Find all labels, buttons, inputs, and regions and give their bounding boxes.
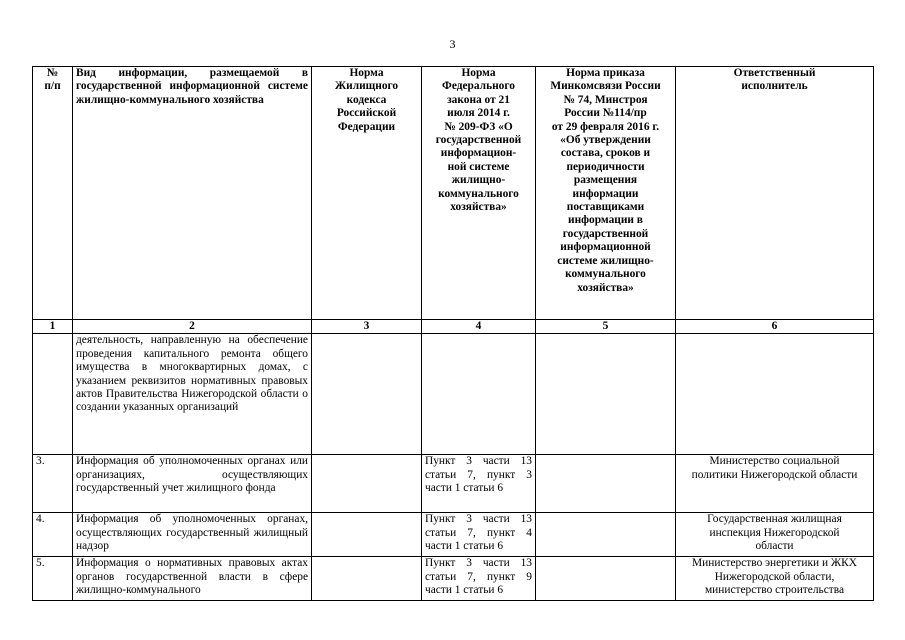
row-federal-law: Пункт 3 части 13 статьи 7, пункт 3 части 1 статьи 6 — [422, 455, 536, 513]
header-federal-law: Норма Федерального закона от 21 июля 2014 г. № 209-ФЗ «О государственной информацион- ной системе жилищно- коммунального хозяйства» — [422, 67, 536, 320]
table-row — [33, 513, 874, 557]
row-housing-code — [312, 334, 422, 455]
row-order — [536, 557, 676, 601]
header-num: № п/п — [33, 67, 73, 320]
table-header-row — [33, 67, 874, 320]
row-description: Информация о нормативных правовых актах органов государственной власти в сфере жилищно-коммунального — [73, 557, 312, 601]
row-num: 3. — [33, 455, 73, 513]
column-number: 2 — [73, 320, 312, 334]
information-table — [32, 66, 874, 601]
row-num — [33, 334, 73, 455]
table-row — [33, 557, 874, 601]
row-responsible: Государственная жилищная инспекция Нижегородской области — [676, 513, 874, 557]
header-housing-code: Норма Жилищного кодекса Российской Федерации — [312, 67, 422, 320]
column-number: 5 — [536, 320, 676, 334]
row-description: Информация об уполномоченных органах, осуществляющих государственный жилищный надзор — [73, 513, 312, 557]
row-order — [536, 455, 676, 513]
column-number: 1 — [33, 320, 73, 334]
row-responsible — [676, 334, 874, 455]
row-order — [536, 513, 676, 557]
row-responsible: Министерство энергетики и ЖКХ Нижегородской области, министерство строительства — [676, 557, 874, 601]
row-housing-code — [312, 557, 422, 601]
row-description: Информация об уполномоченных органах или организациях, осуществляющих государственный учет жилищного фонда — [73, 455, 312, 513]
column-number: 6 — [676, 320, 874, 334]
row-federal-law — [422, 334, 536, 455]
table-row — [33, 455, 874, 513]
row-description: деятельность, направленную на обеспечение проведения капитального ремонта общего имущества в многоквартирных домах, с указанием реквизитов нормативных правовых актов Правительства Нижегородской области о создании указанных организаций — [73, 334, 312, 455]
row-num: 5. — [33, 557, 73, 601]
row-order — [536, 334, 676, 455]
row-housing-code — [312, 513, 422, 557]
header-responsible: Ответственный исполнитель — [676, 67, 874, 320]
table-row — [33, 334, 874, 455]
page-number: 3 — [449, 37, 456, 51]
row-federal-law: Пункт 3 части 13 статьи 7, пункт 4 части 1 статьи 6 — [422, 513, 536, 557]
row-responsible: Министерство социальной политики Нижегородской области — [676, 455, 874, 513]
column-number: 3 — [312, 320, 422, 334]
header-description: Вид информации, размещаемой в государственной информационной системе жилищно-коммунального хозяйства — [73, 67, 312, 320]
row-num: 4. — [33, 513, 73, 557]
row-housing-code — [312, 455, 422, 513]
row-federal-law: Пункт 3 части 13 статьи 7, пункт 9 части 1 статьи 6 — [422, 557, 536, 601]
column-number-row — [33, 320, 874, 334]
header-order: Норма приказа Минкомсвязи России № 74, Минстроя России №114/пр от 29 февраля 2016 г. «Об утверждении состава, сроков и периодичности размещения информации поставщиками информации в государственной информационной системе жилищно- коммунального хозяйства» — [536, 67, 676, 320]
column-number: 4 — [422, 320, 536, 334]
